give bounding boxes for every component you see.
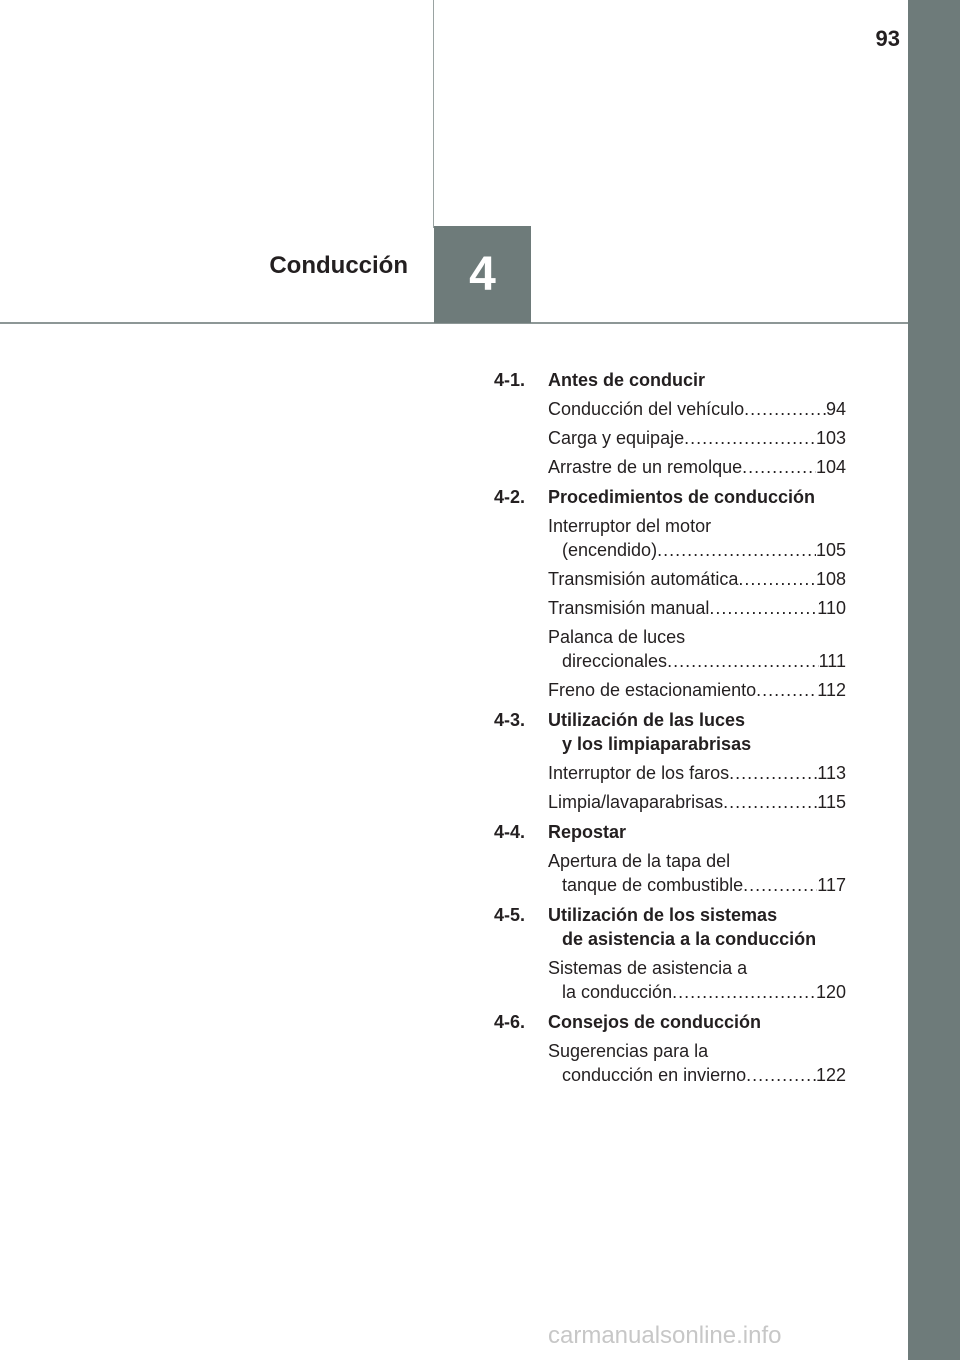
toc-section [494, 708, 846, 814]
page-number: 93 [875, 26, 900, 51]
toc-section-number: 4-1. [494, 370, 526, 390]
dot-leader [723, 790, 817, 814]
toc-entry-page: 112 [817, 680, 846, 700]
toc-entry-page: 115 [817, 792, 846, 812]
toc-section [494, 368, 846, 479]
toc-section [494, 485, 846, 702]
toc-section-heading[interactable] [494, 820, 846, 844]
toc-section-title: Antes de conducir [548, 370, 706, 390]
toc-entry-title: Sistemas de asistencia a [548, 958, 748, 978]
toc-entry-title: Arrastre de un remolque [548, 457, 743, 477]
dot-leader [742, 455, 816, 479]
toc-entry[interactable] [548, 625, 846, 673]
toc-section-title: Procedimientos de conducción [548, 487, 816, 507]
toc-section [494, 903, 846, 1004]
dot-leader [684, 426, 816, 450]
toc-section-title: Utilización de las luces [548, 710, 746, 730]
toc-entry[interactable] [548, 678, 846, 702]
toc-section-heading[interactable] [494, 903, 846, 951]
toc-entry-title: Palanca de luces [548, 627, 686, 647]
toc-entry-page: 117 [817, 875, 846, 895]
toc-entry[interactable] [548, 455, 846, 479]
dot-leader [746, 1063, 816, 1087]
toc-section [494, 820, 846, 897]
toc-entry-page: 94 [825, 399, 846, 419]
toc-entry-title: Carga y equipaje [548, 428, 685, 448]
toc-entry[interactable] [548, 397, 846, 421]
toc-entry-title: Limpia/lavaparabrisas [548, 792, 724, 812]
toc-section-heading[interactable] [494, 708, 846, 756]
dot-leader [756, 678, 817, 702]
dot-leader [744, 397, 826, 421]
toc-entry-title: Interruptor de los faros [548, 763, 730, 783]
toc-entry[interactable] [548, 514, 846, 562]
toc-section-number: 4-2. [494, 487, 526, 507]
dot-leader [709, 596, 817, 620]
toc-section-number: 4-5. [494, 905, 526, 925]
toc-section-heading[interactable] [494, 368, 846, 392]
toc-entry-page: 110 [817, 598, 846, 618]
toc-entry[interactable] [548, 1039, 846, 1087]
toc-entry[interactable] [548, 596, 846, 620]
toc-entry-title: Interruptor del motor [548, 516, 712, 536]
chapter-number-box: 4 [434, 226, 531, 323]
table-of-contents [494, 368, 846, 1093]
toc-entry-page: 105 [815, 540, 846, 560]
dot-leader [729, 761, 817, 785]
toc-entry-page: 104 [815, 457, 846, 477]
dot-leader [667, 649, 819, 673]
toc-entry[interactable] [548, 426, 846, 450]
toc-entry-title: Sugerencias para la [548, 1041, 709, 1061]
toc-section-number: 4-3. [494, 710, 526, 730]
toc-section-number: 4-6. [494, 1012, 526, 1032]
chapter-title: Conducción [269, 252, 408, 279]
toc-entry-title: tanque de combustible [562, 875, 744, 895]
vertical-divider [433, 0, 434, 228]
toc-entry-page: 113 [817, 763, 846, 783]
chapter-side-tab [908, 0, 960, 1360]
toc-entry-page: 103 [815, 428, 846, 448]
toc-entry-title: Transmisión manual [548, 598, 710, 618]
toc-entry-title: Freno de estacionamiento [548, 680, 757, 700]
toc-entry-title: la conducción [562, 982, 673, 1002]
toc-entry[interactable] [548, 849, 846, 897]
dot-leader [738, 567, 816, 591]
toc-entry-page: 120 [815, 982, 846, 1002]
toc-entry[interactable] [548, 567, 846, 591]
toc-entry-title: Conducción del vehículo [548, 399, 745, 419]
toc-section-title: de asistencia a la conducción [562, 929, 817, 949]
toc-section-title: Utilización de los sistemas [548, 905, 778, 925]
toc-section-heading[interactable] [494, 1010, 846, 1034]
toc-section-title: Consejos de conducción [548, 1012, 762, 1032]
toc-entry-title: (encendido) [562, 540, 658, 560]
watermark-text: carmanualsonline.info [548, 1322, 782, 1349]
toc-entry[interactable] [548, 956, 846, 1004]
toc-entry-page: 122 [815, 1065, 846, 1085]
toc-entry[interactable] [548, 790, 846, 814]
dot-leader [672, 980, 816, 1004]
toc-entry-page: 111 [818, 651, 846, 671]
toc-entry[interactable] [548, 761, 846, 785]
toc-section [494, 1010, 846, 1087]
dot-leader [743, 873, 817, 897]
toc-section-title: Repostar [548, 822, 627, 842]
toc-section-title: y los limpiaparabrisas [562, 734, 752, 754]
toc-section-number: 4-4. [494, 822, 526, 842]
toc-entry-title: Apertura de la tapa del [548, 851, 731, 871]
toc-entry-title: conducción en invierno [562, 1065, 747, 1085]
toc-entry-page: 108 [815, 569, 846, 589]
toc-entry-title: direccionales [562, 651, 668, 671]
toc-section-heading[interactable] [494, 485, 846, 509]
dot-leader [657, 538, 816, 562]
toc-entry-title: Transmisión automática [548, 569, 739, 589]
